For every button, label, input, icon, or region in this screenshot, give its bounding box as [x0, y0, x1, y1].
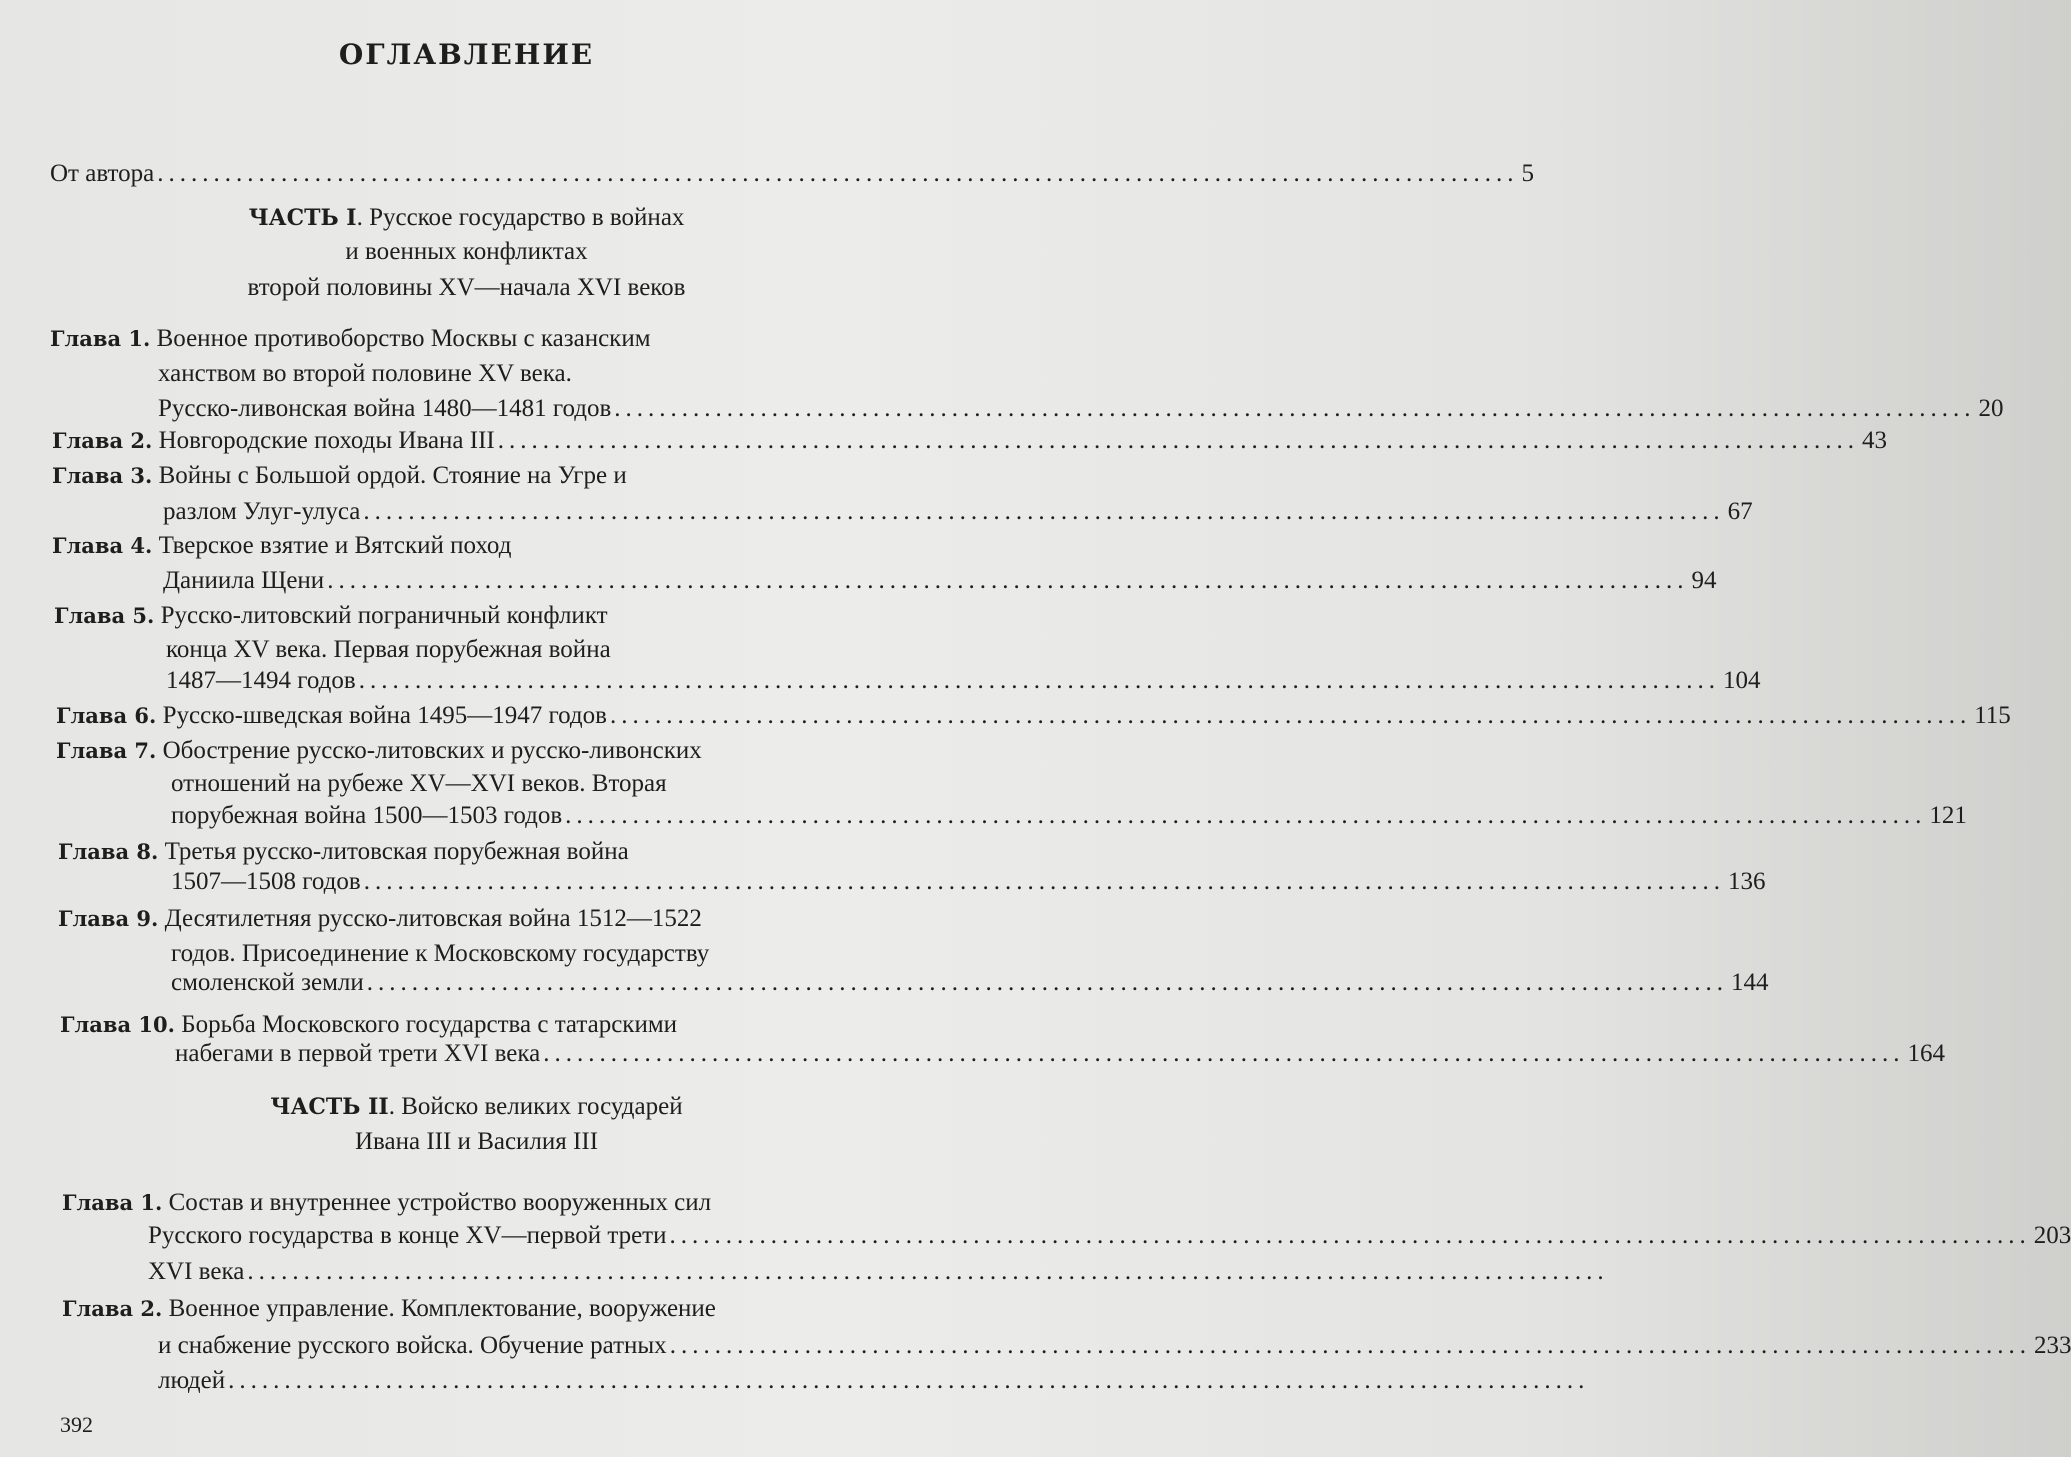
leader-dots: ......................................................................................................................... [366, 969, 1729, 996]
chapter-title-line: Войны с Большой ордой. Стояние на Угре и [158, 462, 627, 489]
chapter-6 [56, 700, 2011, 732]
page-number: 164 [1907, 1040, 1945, 1067]
page-number: 144 [1731, 969, 1769, 996]
chapter-title-line: и снабжение русского войска. Обучение ратных [158, 1332, 667, 1359]
chapter-label: Глава 8. [58, 839, 159, 864]
chapter-3-last [163, 496, 1753, 528]
chapter-label: Глава 1. [62, 1190, 163, 1215]
chapter-title-line: Даниила Щени [163, 567, 325, 594]
chapter-label: Глава 1. [50, 326, 151, 351]
leader-dots: ......................................................................................................................... [543, 1040, 1905, 1067]
part2-chapter-2-last [158, 1365, 1590, 1397]
part-heading [0, 202, 933, 234]
part2-chapter-1-title [62, 1187, 711, 1219]
part-heading [10, 1091, 943, 1123]
page-number: 233 [2033, 1332, 2071, 1359]
leader-dots: ......................................................................................................................... [669, 1332, 2031, 1359]
chapter-title-line: 1507—1508 годов [171, 868, 361, 895]
page-number: 136 [1727, 868, 1766, 895]
part-title-line: второй половины XV—начала XVI веков [247, 274, 686, 301]
leader-dots: ......................................................................................................................... [157, 160, 1519, 187]
chapter-label: Глава 2. [62, 1296, 163, 1321]
chapter-title-line: Военное противоборство Москвы с казанским [156, 325, 651, 352]
part-label: ЧАСТЬ I [248, 205, 357, 231]
chapter-label: Глава 6. [56, 703, 157, 728]
page-number: 121 [1929, 802, 1967, 829]
leader-dots: ......................................................................................................................... [247, 1258, 1609, 1285]
leader-dots: ......................................................................................................................... [228, 1367, 1590, 1394]
chapter-10-title [60, 1009, 677, 1041]
chapter-title-line: Борьба Московского государства с татарскими [181, 1011, 678, 1038]
leader-dots: ......................................................................................................................... [358, 667, 1720, 694]
part-title-line: Ивана III и Василия III [354, 1128, 599, 1155]
chapter-title-line: Третья русско-литовская порубежная война [164, 838, 629, 865]
chapter-label: Глава 5. [54, 603, 155, 628]
leader-dots: ......................................................................................................................... [363, 498, 1725, 525]
chapter-title-line: Русско-шведская война 1495—1947 годов [162, 702, 607, 729]
part2-chapter-2-title [62, 1293, 716, 1325]
leader-dots: ......................................................................................................................... [609, 702, 1972, 729]
page-number: 20 [1978, 395, 2004, 422]
chapter-title-line: разлом Улуг-улуса [163, 498, 361, 525]
part-title-line: . Русское государство в войнах [356, 204, 685, 231]
chapter-5-title [54, 600, 608, 632]
part-title-line: и военных конфликтах [345, 238, 588, 265]
part2-chapter-1-mid [148, 1220, 2071, 1252]
chapter-title-line: 1487—1494 годов [166, 667, 356, 694]
toc-entry-author [50, 158, 1534, 190]
chapter-title-line: Состав и внутреннее устройство вооруженных сил [168, 1189, 712, 1216]
chapter-5-last [166, 665, 1761, 697]
chapter-title-line: Русско-литовский пограничный конфликт [160, 602, 608, 629]
chapter-2 [52, 425, 1887, 457]
chapter-title-line: ханством во второй половине XV века. [158, 360, 572, 387]
chapter-title-line: Русско-ливонская война 1480—1481 годов [158, 395, 612, 422]
chapter-label: Глава 9. [58, 906, 159, 931]
leader-dots: ......................................................................................................................... [497, 427, 1859, 454]
leader-dots: ......................................................................................................................... [363, 868, 1725, 895]
part2-chapter-1-last [148, 1256, 1609, 1288]
chapter-title-line: людей [158, 1367, 226, 1394]
chapter-title-line: Обострение русско-литовских и русско-ливонских [162, 737, 702, 764]
chapter-label: Глава 3. [52, 463, 153, 488]
chapter-4-last [163, 565, 1717, 597]
chapter-title-line: отношений на рубеже XV—XVI веков. Вторая [171, 770, 667, 797]
chapter-title-line: Военное управление. Комплектование, вооружение [168, 1295, 716, 1322]
entry-text: От автора [50, 160, 155, 187]
chapter-9-last [171, 967, 1769, 999]
chapter-title-line: Новгородские походы Ивана III [158, 427, 495, 454]
leader-dots: ......................................................................................................................... [327, 567, 1689, 594]
chapter-7-title [56, 735, 702, 767]
chapter-title-line: годов. Присоединение к Московскому государству [171, 940, 710, 967]
chapter-label: Глава 4. [52, 533, 153, 558]
part-title-line: . Войско великих государей [388, 1093, 683, 1120]
chapter-title-line: Русского государства в конце XV—первой трети [148, 1222, 667, 1249]
chapter-title-line: Тверское взятие и Вятский поход [158, 532, 512, 559]
chapter-1-title [50, 323, 651, 355]
chapter-label: Глава 10. [60, 1012, 175, 1037]
chapter-8-last [171, 866, 1766, 898]
page-number: 94 [1691, 567, 1717, 594]
chapter-label: Глава 2. [52, 428, 153, 453]
leader-dots: ......................................................................................................................... [565, 802, 1927, 829]
chapter-3-title [52, 460, 627, 492]
chapter-7-last [171, 800, 1967, 832]
chapter-9-title [58, 903, 702, 935]
chapter-label: Глава 7. [56, 738, 157, 763]
chapter-title-line: Десятилетняя русско-литовская война 1512—1522 [164, 905, 702, 932]
chapter-title-line: смоленской земли [171, 969, 364, 996]
part-label: ЧАСТЬ II [270, 1094, 389, 1120]
page-number-folio: 392 [60, 1412, 93, 1437]
part2-chapter-2-mid [158, 1330, 2071, 1362]
chapter-title-line: набегами в первой трети XVI века [175, 1040, 541, 1067]
chapter-title-line: конца XV века. Первая порубежная война [166, 636, 611, 663]
page-number: 203 [2033, 1222, 2071, 1249]
leader-dots: ......................................................................................................................... [614, 395, 1976, 422]
page-number: 67 [1727, 498, 1753, 525]
page-number: 115 [1974, 702, 2011, 729]
chapter-1-last [158, 393, 2004, 425]
chapter-10-last [175, 1038, 1945, 1070]
leader-dots: ......................................................................................................................... [669, 1222, 2031, 1249]
page-number: 43 [1862, 427, 1887, 454]
chapter-4-title [52, 530, 511, 562]
chapter-title-line: порубежная война 1500—1503 годов [171, 802, 563, 829]
page-number: 5 [1521, 160, 1534, 187]
chapter-title-line: XVI века [148, 1258, 245, 1285]
page-title: ОГЛАВЛЕНИЕ [338, 38, 595, 71]
chapter-8-title [58, 836, 629, 868]
page-number: 104 [1722, 667, 1761, 694]
